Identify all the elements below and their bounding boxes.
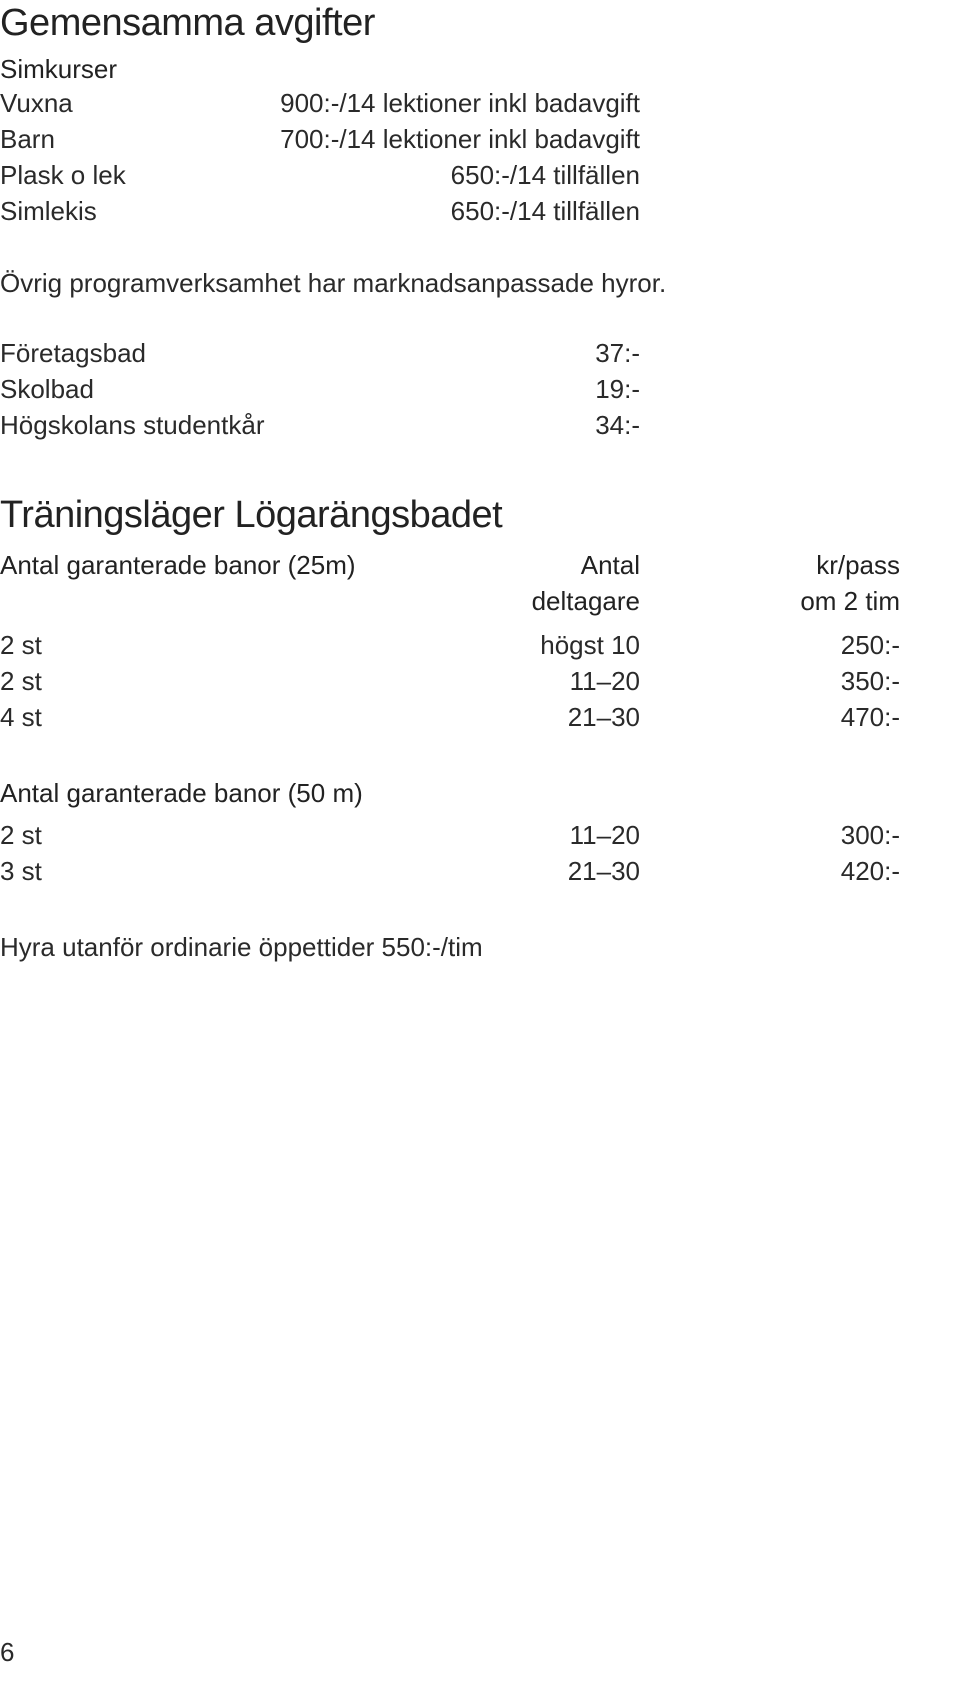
course-price: 700:-/14 lektioner inkl badavgift [280, 124, 640, 154]
fee-name: Företagsbad [0, 338, 146, 368]
course-name: Simlekis [0, 196, 97, 226]
table-row-participants: 11–20 [569, 820, 640, 850]
section-title-traningslager: Träningsläger Lögarängsbadet [0, 494, 503, 536]
program-note: Övrig programverksamhet har marknadsanpassade hyror. [0, 268, 667, 298]
table25-header-participants-1: Antal [580, 550, 640, 580]
fee-name: Högskolans studentkår [0, 410, 265, 440]
fee-price: 37:- [595, 338, 640, 368]
table-row-price: 300:- [840, 820, 900, 850]
fee-name: Skolbad [0, 374, 94, 404]
table25-header-price-2: om 2 tim [800, 586, 900, 616]
table-row-participants: högst 10 [540, 630, 640, 660]
table25-header-lanes: Antal garanterade banor (25m) [0, 550, 356, 580]
table25-header-price-1: kr/pass [816, 550, 900, 580]
table-row-price: 250:- [840, 630, 900, 660]
course-name: Vuxna [0, 88, 73, 118]
table-row-lanes: 2 st [0, 666, 42, 696]
table-row-lanes: 2 st [0, 820, 42, 850]
table-row-participants: 21–30 [567, 856, 640, 886]
section-subtitle-simkurser: Simkurser [0, 54, 118, 84]
table-row-price: 470:- [840, 702, 900, 732]
table-row-participants: 11–20 [569, 666, 640, 696]
table-row-lanes: 2 st [0, 630, 42, 660]
fee-price: 34:- [595, 410, 640, 440]
course-name: Barn [0, 124, 55, 154]
table-row-lanes: 3 st [0, 856, 42, 886]
course-name: Plask o lek [0, 160, 126, 190]
table25-header-participants-2: deltagare [531, 586, 640, 616]
fee-price: 19:- [595, 374, 640, 404]
page-number: 6 [0, 1637, 15, 1667]
table-row-price: 420:- [840, 856, 900, 886]
table-row-price: 350:- [840, 666, 900, 696]
table-row-lanes: 4 st [0, 702, 42, 732]
rental-note: Hyra utanför ordinarie öppettider 550:-/tim [0, 932, 483, 962]
table50-header-lanes: Antal garanterade banor (50 m) [0, 778, 363, 808]
page-title: Gemensamma avgifter [0, 2, 375, 44]
course-price: 650:-/14 tillfällen [450, 196, 640, 226]
course-price: 650:-/14 tillfällen [450, 160, 640, 190]
table-row-participants: 21–30 [567, 702, 640, 732]
course-price: 900:-/14 lektioner inkl badavgift [280, 88, 640, 118]
